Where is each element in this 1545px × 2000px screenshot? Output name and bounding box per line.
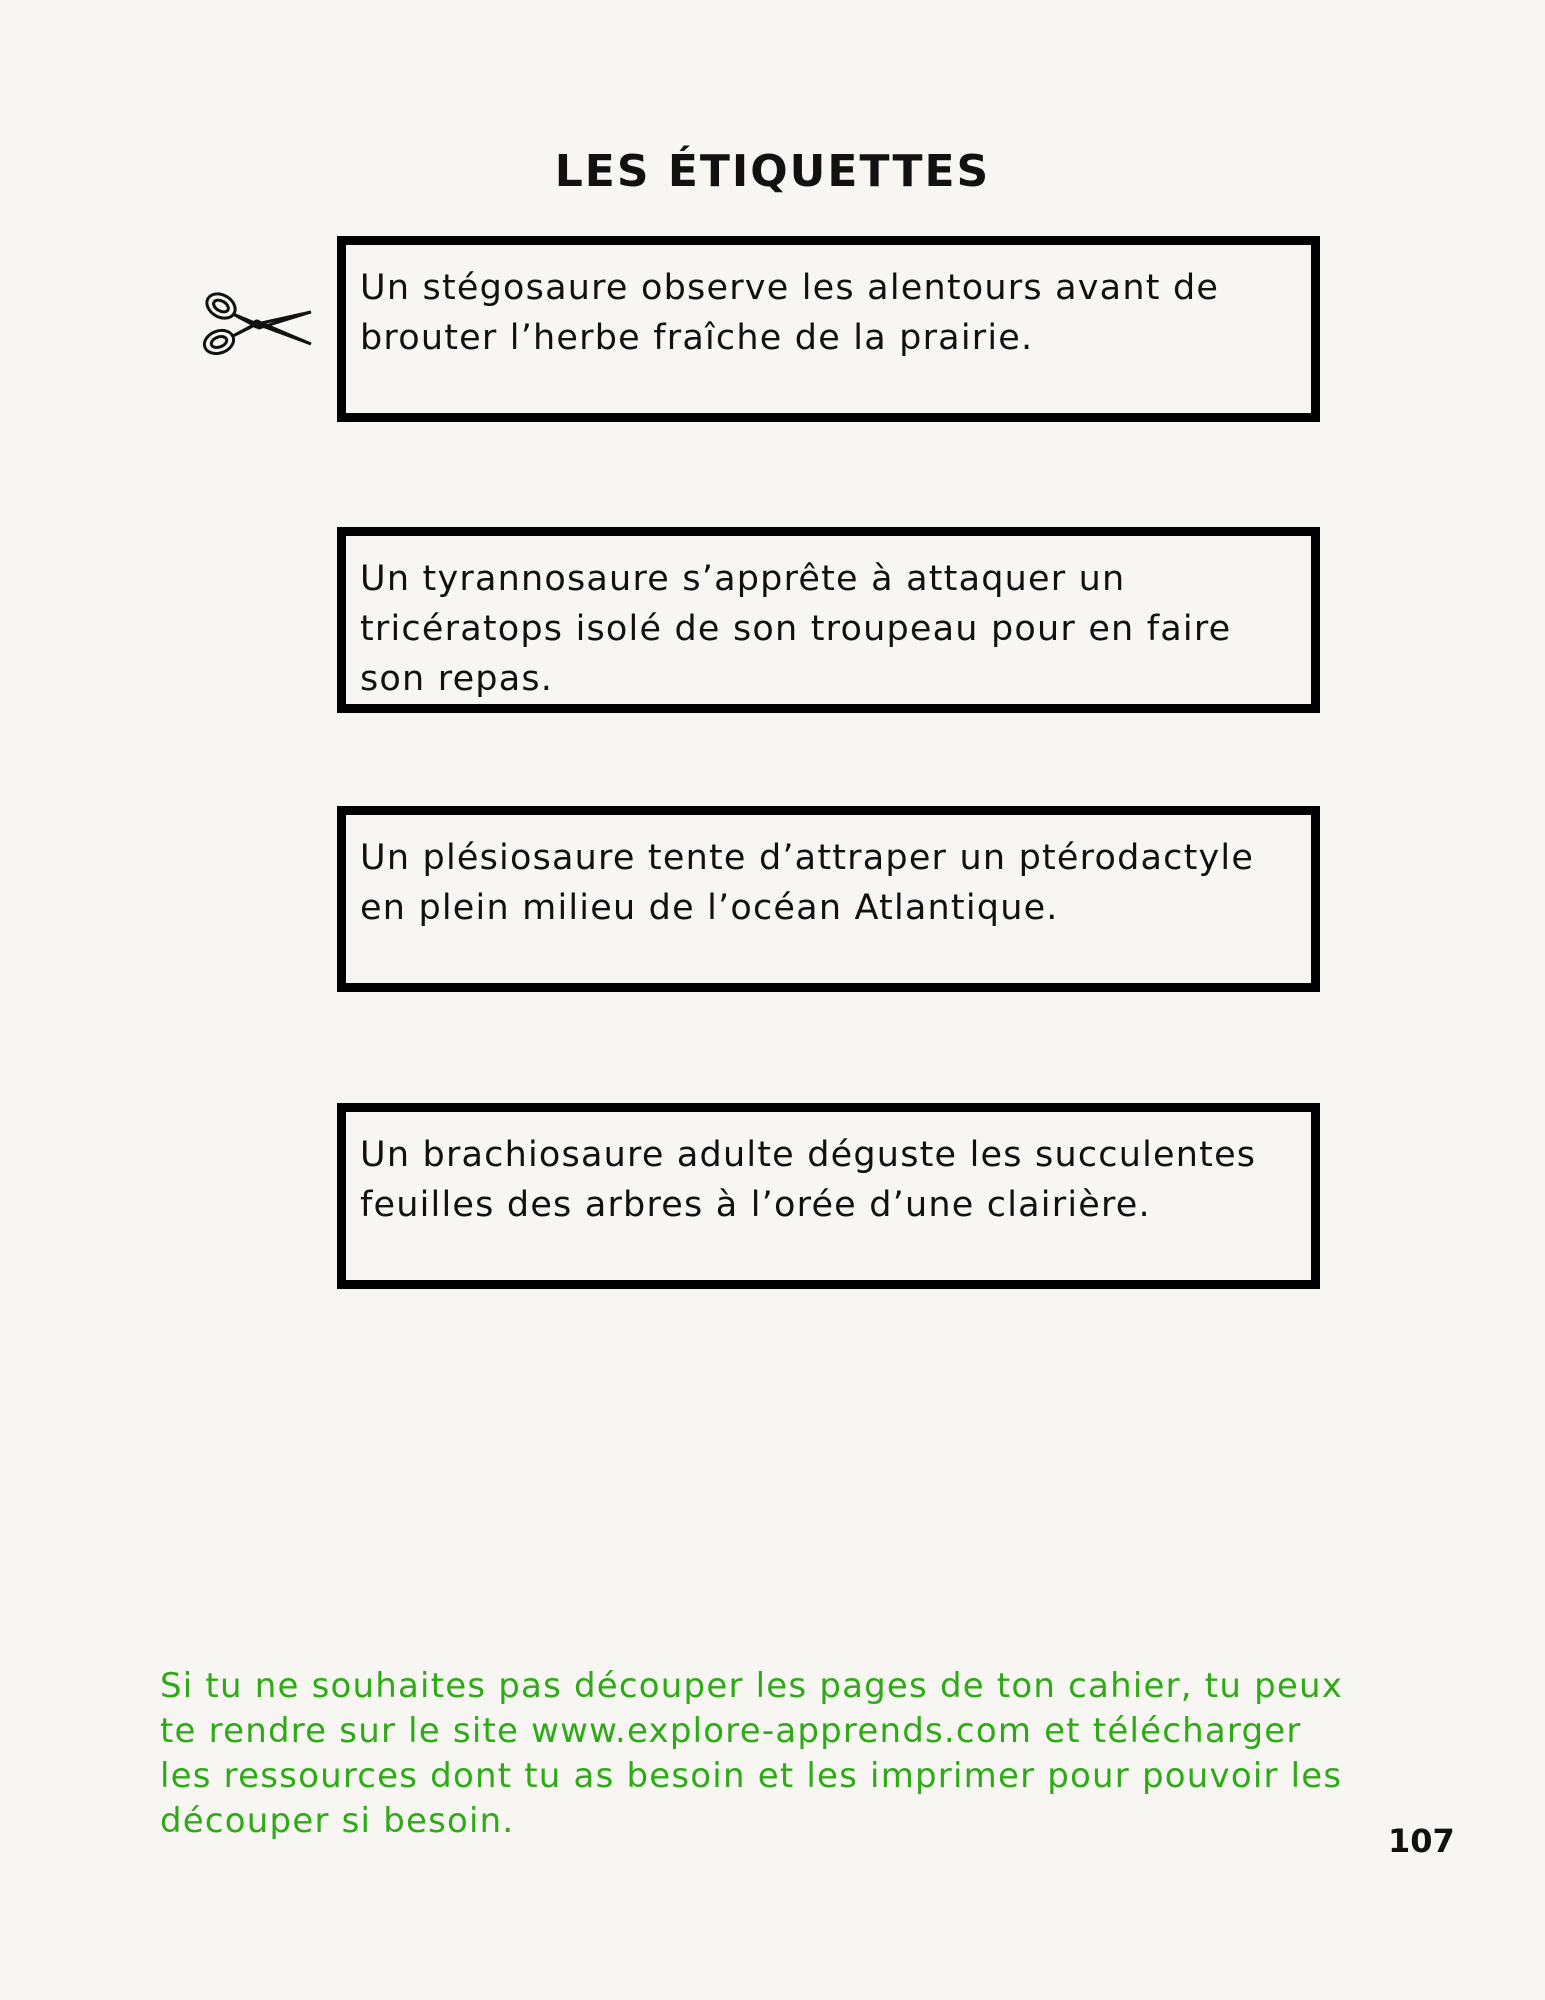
- label-card: [337, 236, 1320, 422]
- label-text: Un plésiosaure tente d’attraper un ptérodactyle en plein milieu de l’océan Atlantique.: [360, 838, 1255, 928]
- page-title: LES ÉTIQUETTES: [554, 146, 991, 197]
- label-text: Un tyrannosaure s’apprête à attaquer un tricératops isolé de son troupeau pour en faire son repas.: [360, 559, 1232, 699]
- label-card: [337, 1103, 1320, 1289]
- page-number: 107: [1388, 1822, 1455, 1860]
- download-note: Si tu ne souhaites pas découper les pages de ton cahier, tu peux te rendre sur le site www.explore-apprends.com et télécharger les ressources dont tu as besoin et les imprimer pour pouvoir les découper si besoin.: [160, 1666, 1344, 1841]
- label-text: Un stégosaure observe les alentours avant de brouter l’herbe fraîche de la prairie.: [360, 268, 1220, 358]
- label-card: [337, 806, 1320, 992]
- label-card: [337, 527, 1320, 713]
- label-text: Un brachiosaure adulte déguste les succulentes feuilles des arbres à l’orée d’une clairière.: [360, 1135, 1257, 1225]
- scissors-icon: [199, 286, 314, 362]
